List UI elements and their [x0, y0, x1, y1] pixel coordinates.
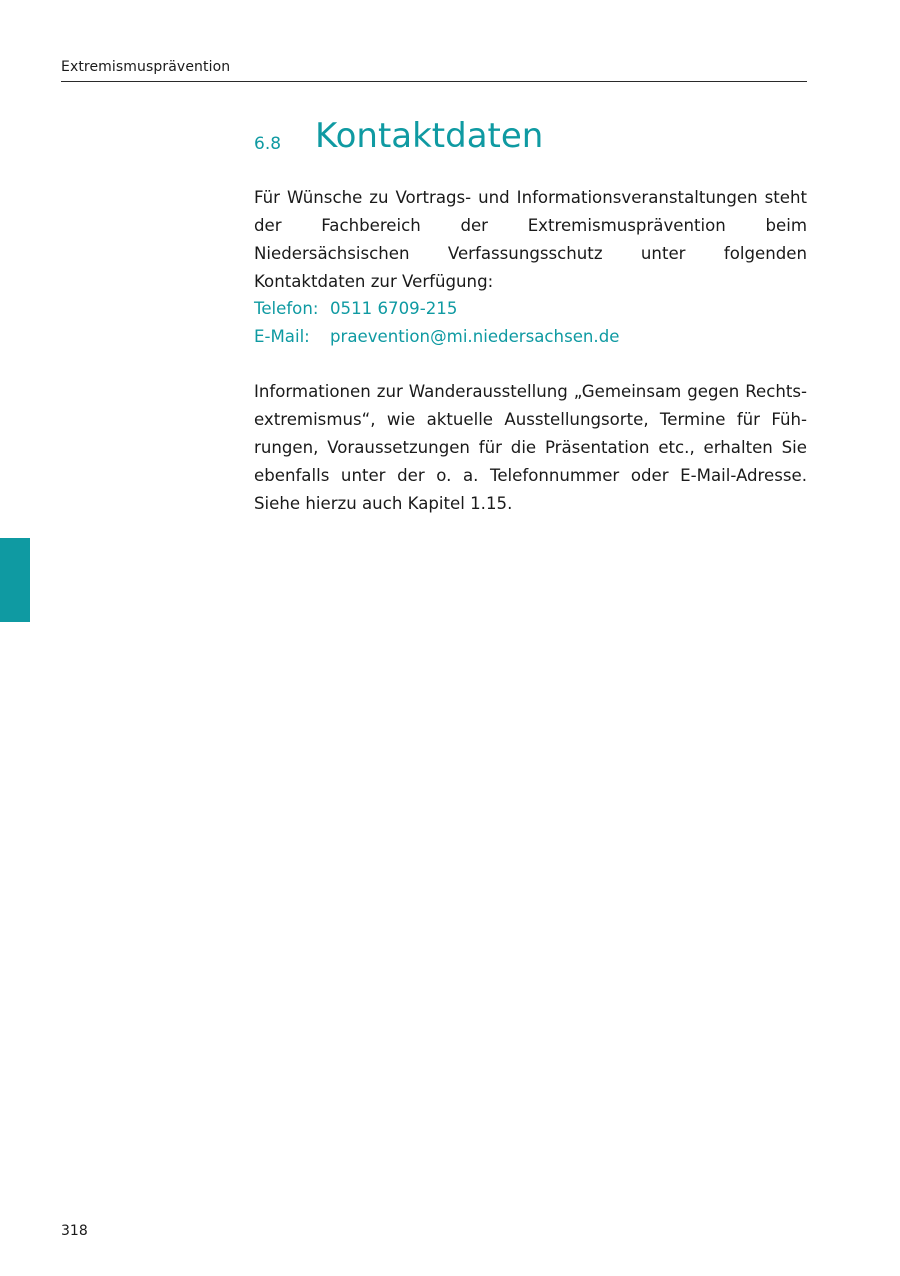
email-label: E-Mail:: [254, 327, 310, 346]
email-row: [254, 323, 619, 351]
intro-paragraph: Für Wünsche zu Vortrags- und Informationsveranstaltungen steht der Fachbereich der Extremismusprävention beim Niedersächsischen Verfassungsschutz unter folgenden Kontaktdaten zur Verfügung:: [254, 188, 807, 291]
page-number: 318: [61, 1223, 88, 1239]
section-number: 6.8: [254, 134, 282, 154]
running-header: Extremismusprävention: [61, 59, 231, 75]
header-rule: [61, 81, 807, 82]
phone-number[interactable]: 0511 6709-215: [330, 299, 458, 318]
phone-label: Telefon:: [254, 299, 319, 318]
contact-block: [254, 295, 619, 351]
section-title: Kontaktdaten: [315, 116, 544, 156]
email-address-link[interactable]: praevention@mi.niedersachsen.de: [330, 327, 620, 346]
exhibition-info-paragraph: Informationen zur Wanderausstellung „Gemeinsam gegen Rechtsextremismus“, wie aktuelle Ausstellungsorte, Termine für Führungen, Voraussetzungen für die Präsentation etc., erhalten Sie ebenfalls unter der o. a. Telefonnummer oder E-Mail-Adresse. Siehe hierzu auch Kapitel 1.15.: [254, 382, 807, 513]
chapter-side-tab: [0, 538, 30, 622]
phone-row: [254, 295, 619, 323]
